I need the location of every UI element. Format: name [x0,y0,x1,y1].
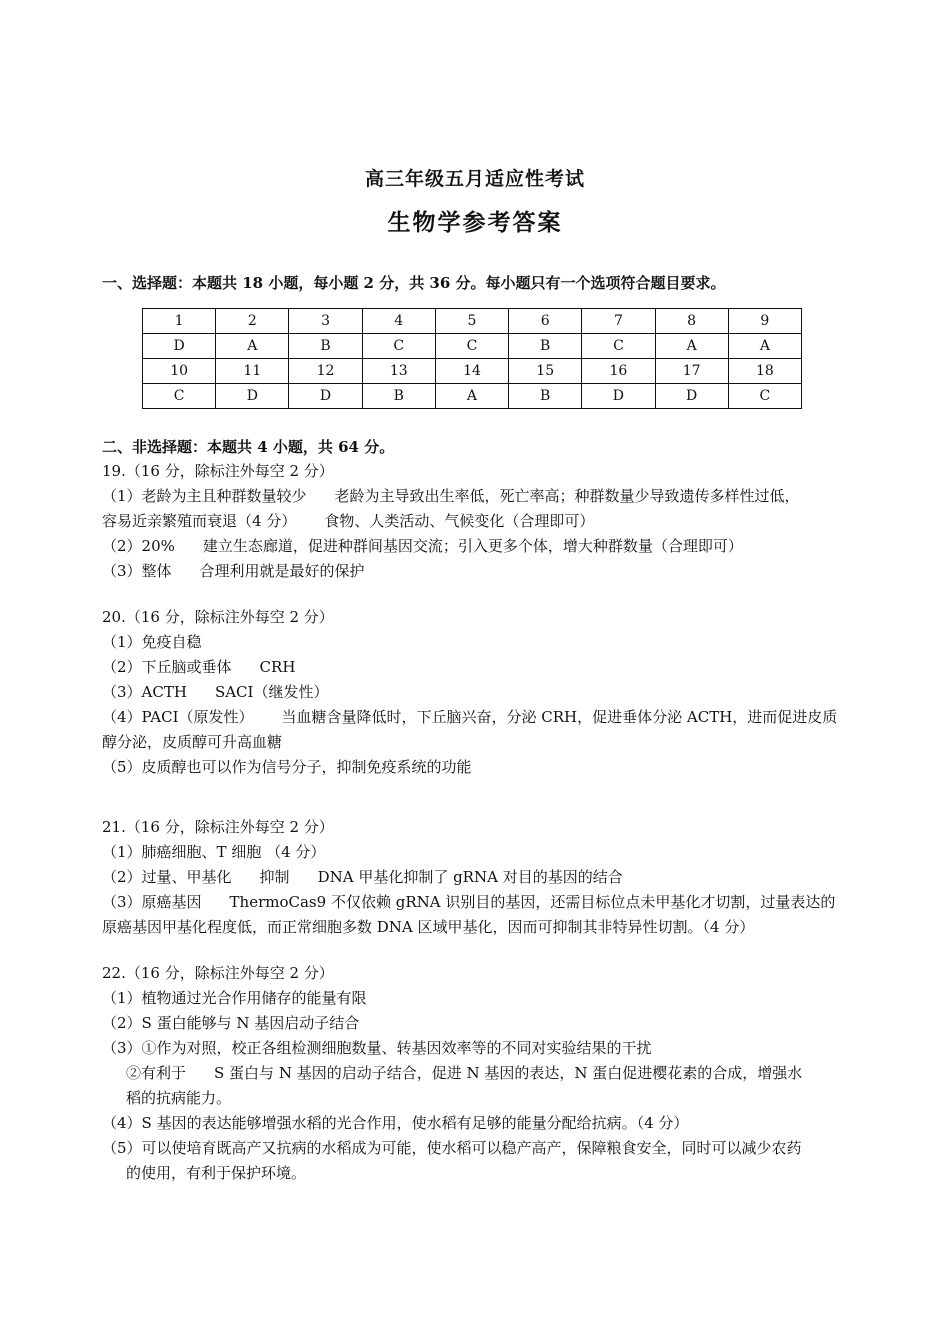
answer-cell: C [143,384,216,409]
question-20 [102,605,862,780]
answer-cell: D [216,384,289,409]
question-number-cell: 14 [435,359,508,384]
q22-answer-3d: 稻的抗病能力。 [126,1089,232,1107]
q20-answer-1: （1）免疫自稳 [102,633,202,651]
answer-cell: B [509,384,582,409]
question-number-cell: 13 [362,359,435,384]
q22-answer-2: （2）S 蛋白能够与 N 基因启动子结合 [102,1014,360,1032]
question-number-cell: 11 [216,359,289,384]
q22-answer-3a: （3）①作为对照，校正各组检测细胞数量、转基因效率等的不同对实验结果的干扰 [102,1039,652,1057]
q20-answer-5: （5）皮质醇也可以作为信号分子，抑制免疫系统的功能 [102,758,472,776]
answer-cell: B [509,334,582,359]
question-22 [102,961,862,1186]
q19-answer-3a: （3）整体 [102,562,172,580]
q19-answer-2a: （2）20% [102,537,175,555]
answer-cell: D [289,384,362,409]
q19-title: 19.（16 分，除标注外每空 2 分） [102,462,334,480]
question-number-row [143,359,802,384]
question-number-cell: 5 [435,309,508,334]
answer-cell: A [655,334,728,359]
q22-answer-3b: ②有利于 [126,1064,187,1082]
answer-cell: C [362,334,435,359]
q21-answer-3b: ThermoCas9 不仅依赖 gRNA 识别目的基因，还需目标位点未甲基化才切割，过量表达的 [229,893,836,911]
q20-answer-2b: CRH [259,658,296,676]
q19-answer-1a: （1）老龄为主且种群数量较少 [102,487,307,505]
question-number-cell: 10 [143,359,216,384]
q19-answer-1c: 容易近亲繁殖而衰退（4 分） [102,512,297,530]
answer-key-title: 生物学参考答案 [387,209,563,236]
answer-cell: C [435,334,508,359]
q20-answer-3a: （3）ACTH [102,683,187,701]
question-number-cell: 16 [582,359,655,384]
question-19 [102,459,862,584]
question-number-cell: 8 [655,309,728,334]
question-number-cell: 2 [216,309,289,334]
q19-answer-1d: 食物、人类活动、气候变化（合理即可） [324,512,595,530]
q19-answer-1b: 老龄为主导致出生率低，死亡率高；种群数量少导致遗传多样性过低， [334,487,800,505]
question-21 [102,815,862,940]
q19-answer-2b: 建立生态廊道，促进种群间基因交流；引入更多个体，增大种群数量（合理即可） [202,537,743,555]
q20-title: 20.（16 分，除标注外每空 2 分） [102,608,334,626]
q21-answer-1: （1）肺癌细胞、T 细胞 （4 分） [102,843,326,861]
exam-title: 高三年级五月适应性考试 [364,168,585,190]
question-number-cell: 9 [728,309,801,334]
q21-title: 21.（16 分，除标注外每空 2 分） [102,818,334,836]
question-number-cell: 6 [509,309,582,334]
question-number-row [143,309,802,334]
question-number-cell: 4 [362,309,435,334]
answer-cell: B [289,334,362,359]
q22-title: 22.（16 分，除标注外每空 2 分） [102,964,334,982]
q19-answer-3b: 合理利用就是最好的保护 [199,562,365,580]
q20-answer-4c: 醇分泌，皮质醇可升高血糖 [102,733,283,751]
answer-cell: C [728,384,801,409]
q22-answer-1: （1）植物通过光合作用储存的能量有限 [102,989,367,1007]
answer-cell: A [728,334,801,359]
question-number-cell: 18 [728,359,801,384]
q20-answer-4a: （4）PACI（原发性） [102,708,254,726]
q21-answer-3c: 原癌基因甲基化程度低，而正常细胞多数 DNA 区域甲基化，因而可抑制其非特异性切割。（4 分） [102,918,755,936]
q22-answer-4: （4）S 基因的表达能够增强水稻的光合作用，使水稻有足够的能量分配给抗病。（4 分） [102,1114,689,1132]
q21-answer-2c: DNA 甲基化抑制了 gRNA 对目的基因的结合 [317,868,623,886]
section1-heading: 一、选择题：本题共 18 小题，每小题 2 分，共 36 分。每小题只有一个选项符合题目要求。 [102,274,726,292]
q22-answer-3c: S 蛋白与 N 基因的启动子结合，促进 N 基因的表达，N 蛋白促进樱花素的合成，增强水 [214,1064,803,1082]
q20-answer-3b: SACI（继发性） [214,683,329,701]
answer-cell: A [435,384,508,409]
question-number-cell: 1 [143,309,216,334]
q20-answer-2a: （2）下丘脑或垂体 [102,658,232,676]
question-number-cell: 3 [289,309,362,334]
q21-answer-3a: （3）原癌基因 [102,893,202,911]
answer-cell: B [362,384,435,409]
answer-cell: D [582,384,655,409]
answer-cell: C [582,334,655,359]
answer-cell: A [216,334,289,359]
answer-row [143,384,802,409]
choice-answer-table [142,308,802,409]
answer-cell: D [655,384,728,409]
question-number-cell: 7 [582,309,655,334]
q21-answer-2a: （2）过量、甲基化 [102,868,232,886]
answer-row [143,334,802,359]
question-number-cell: 15 [509,359,582,384]
question-number-cell: 17 [655,359,728,384]
answer-cell: D [143,334,216,359]
q21-answer-2b: 抑制 [259,868,290,886]
q22-answer-5b: 的使用，有利于保护环境。 [126,1164,307,1182]
question-number-cell: 12 [289,359,362,384]
q22-answer-5a: （5）可以使培育既高产又抗病的水稻成为可能，使水稻可以稳产高产，保障粮食安全，同时可以减少农药 [102,1139,802,1157]
q20-answer-4b: 当血糖含量降低时，下丘脑兴奋，分泌 CRH，促进垂体分泌 ACTH，进而促进皮质 [281,708,838,726]
section2-heading: 二、非选择题：本题共 4 小题，共 64 分。 [102,438,395,456]
